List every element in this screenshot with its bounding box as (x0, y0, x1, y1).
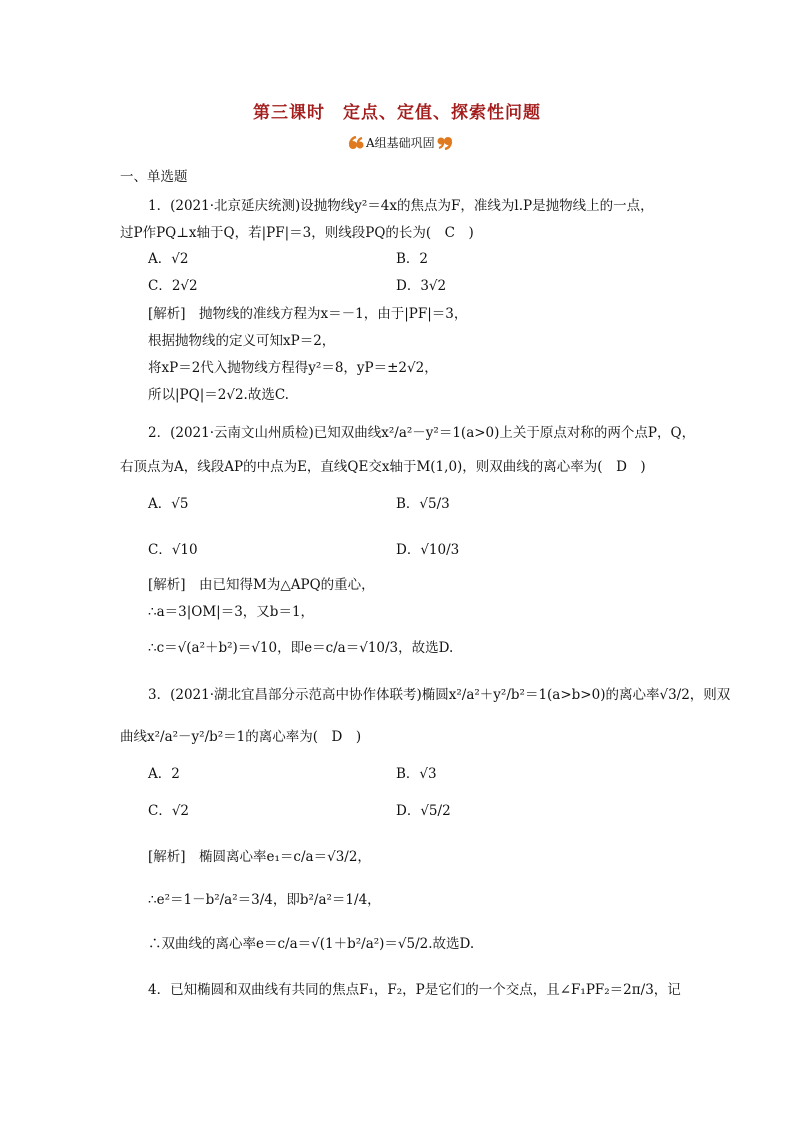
close-quote-icon (437, 136, 453, 150)
q3-solution-2: ∴e²＝1－b²/a²＝3/4，即b²/a²＝1/4， (148, 892, 381, 908)
q2-line1: 2．(2021·云南文山州质检)已知双曲线x²/a²－y²＝1(a>0)上关于原点对称的两个点P，Q， (148, 425, 696, 441)
q2-option-b: B．√5/3 (396, 496, 450, 512)
open-quote-icon (348, 136, 364, 150)
q1-option-c: C．2√2 (148, 278, 198, 294)
section-badge (348, 134, 453, 151)
q1-solution-3: 将xP＝2代入抛物线方程得y²＝8，yP＝±2√2， (148, 360, 438, 376)
section-heading: 一、单选题 (120, 169, 188, 185)
q3-option-a: A．2 (148, 766, 180, 782)
page-title: 第三课时 定点、定值、探索性问题 (253, 103, 541, 123)
q1-option-b: B．2 (396, 251, 429, 267)
q1-line1: 1．(2021·北京延庆统测)设抛物线y²＝4x的焦点为F，准线为l.P是抛物线上的一点， (148, 198, 654, 214)
q1-solution-2: 根据抛物线的定义可知xP＝2， (148, 333, 336, 349)
q3-option-d: D．√5/2 (396, 803, 451, 819)
q2-solution-2: ∴a＝3|OM|＝3，又b＝1， (148, 604, 315, 620)
q2-solution-3: ∴c＝√(a²＋b²)＝√10，即e＝c/a＝√10/3，故选D. (148, 640, 454, 656)
q3-solution-1: [解析] 椭圆离心率e₁＝c/a＝√3/2， (148, 849, 371, 865)
q2-option-a: A．√5 (148, 496, 189, 512)
q1-solution-1: [解析] 抛物线的准线方程为x＝－1，由于|PF|＝3， (148, 306, 468, 322)
q3-option-b: B．√3 (396, 766, 437, 782)
q3-solution-3: ∴双曲线的离心率e＝c/a＝√(1＋b²/a²)＝√5/2.故选D. (148, 936, 475, 952)
q1-option-a: A．√2 (148, 251, 189, 267)
q1-line2: 过P作PQ⊥x轴于Q，若|PF|＝3，则线段PQ的长为( C ) (120, 225, 474, 241)
q3-line2: 曲线x²/a²－y²/b²＝1的离心率为( D ) (120, 729, 362, 745)
q3-line1: 3．(2021·湖北宜昌部分示范高中协作体联考)椭圆x²/a²＋y²/b²＝1(a>b>0)的离心率√3/2，则双 (148, 687, 731, 703)
badge-label: A组基础巩固 (366, 136, 435, 150)
q4-line1: 4．已知椭圆和双曲线有共同的焦点F₁，F₂，P是它们的一个交点，且∠F₁PF₂＝2π/3，记 (148, 982, 681, 998)
q2-line2: 右顶点为A，线段AP的中点为E，直线QE交x轴于M(1,0)，则双曲线的离心率为( D ) (120, 459, 646, 475)
q2-option-c: C．√10 (148, 542, 198, 558)
q1-solution-4: 所以|PQ|＝2√2.故选C. (148, 387, 289, 403)
q2-solution-1: [解析] 由已知得M为△APQ的重心， (148, 577, 375, 593)
q1-option-d: D．3√2 (396, 278, 447, 294)
q2-option-d: D．√10/3 (396, 542, 460, 558)
q3-option-c: C．√2 (148, 803, 190, 819)
